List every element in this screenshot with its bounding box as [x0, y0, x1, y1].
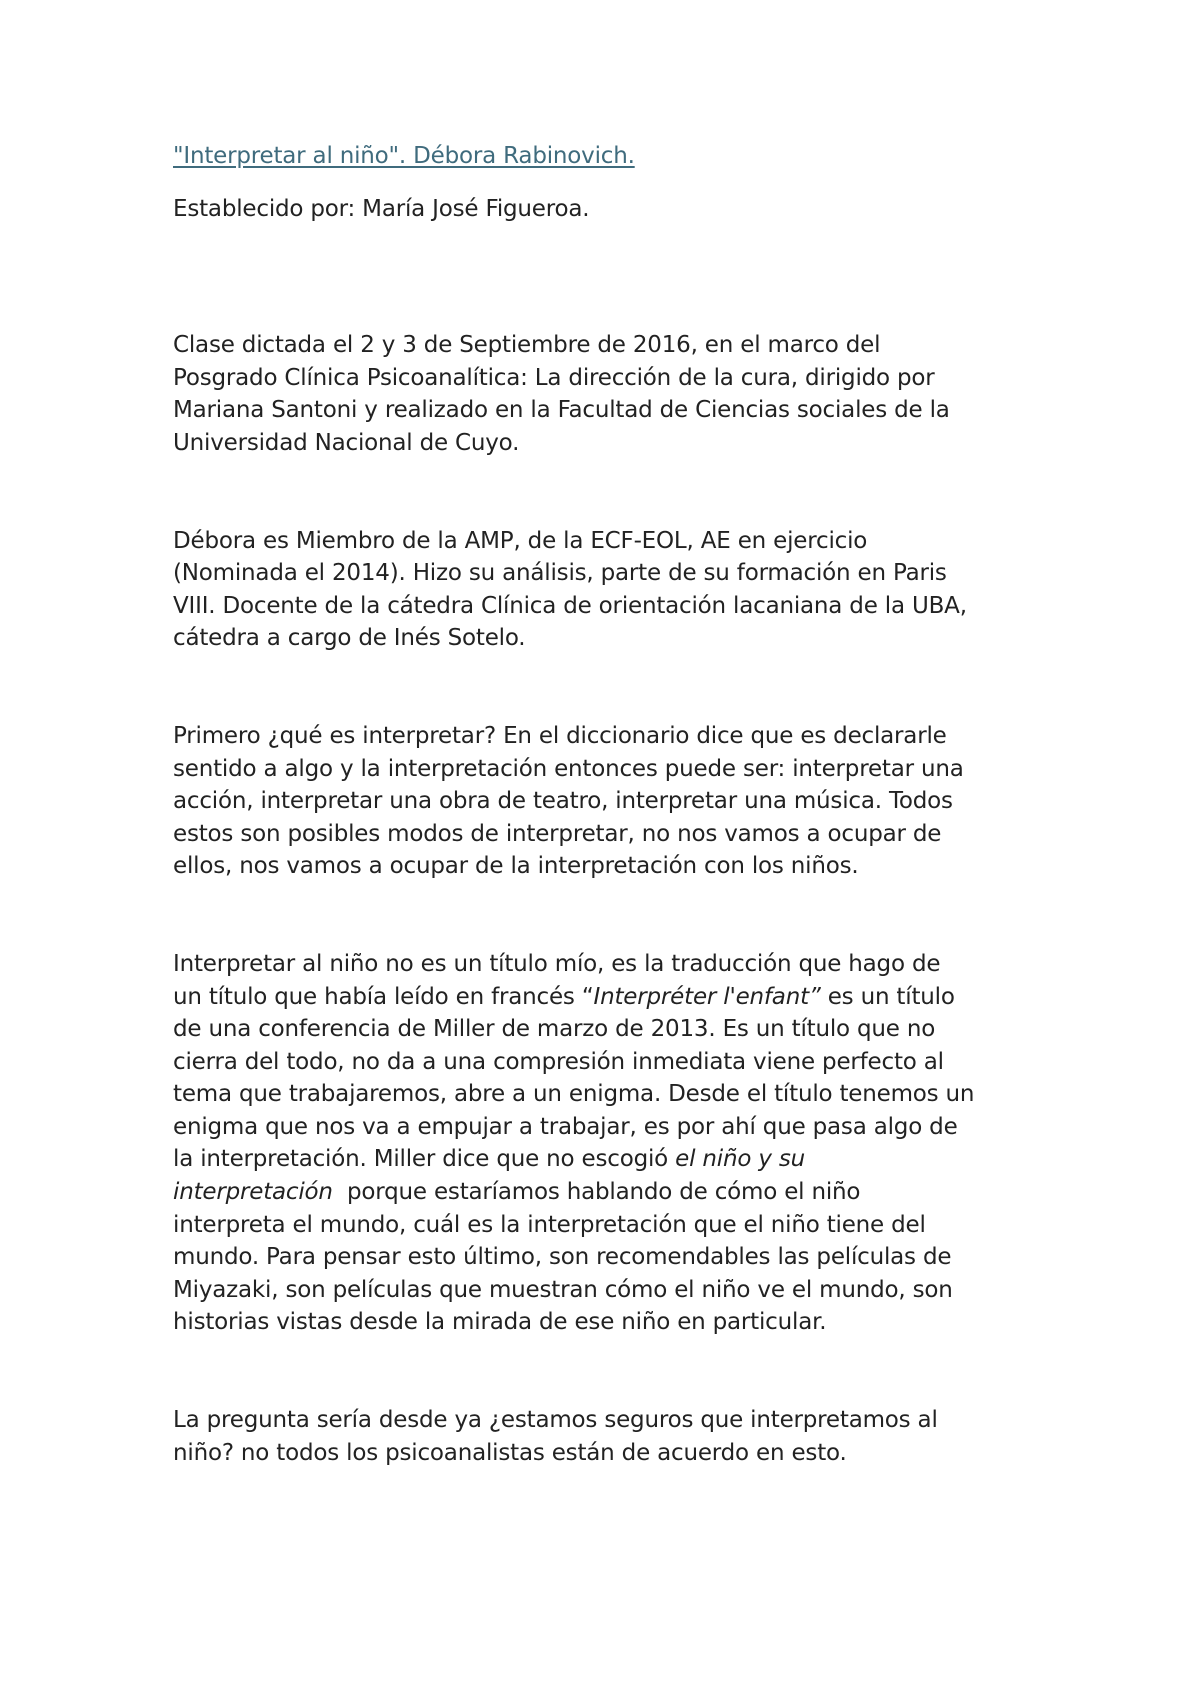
- paragraph-line: mundo. Para pensar esto último, son recomendables las películas de: [173, 1244, 952, 1271]
- paragraph-line: Universidad Nacional de Cuyo.: [173, 429, 520, 456]
- italic-phrase: interpretación: [173, 1179, 333, 1206]
- paragraph-line: tema que trabajaremos, abre a un enigma. Desde el título tenemos un: [173, 1081, 975, 1108]
- paragraph-5: [173, 1404, 1053, 1469]
- paragraph-line: enigma que nos va a empujar a trabajar, es por ahí que pasa algo de: [173, 1113, 958, 1140]
- paragraph-1: [173, 329, 1053, 459]
- paragraph-line: [173, 1176, 1053, 1209]
- paragraph-3: [173, 720, 1053, 883]
- paragraph-line: cierra del todo, no da a una compresión inmediata viene perfecto al: [173, 1048, 944, 1075]
- paragraph-line: Interpretar al niño no es un título mío, es la traducción que hago de: [173, 950, 941, 977]
- established-by: Establecido por: María José Figueroa.: [173, 195, 590, 222]
- document-content: [173, 140, 1053, 1469]
- paragraph-line: [173, 981, 1053, 1014]
- paragraph-4: [173, 948, 1053, 1339]
- paragraph-line: Primero ¿qué es interpretar? En el diccionario dice que es declararle: [173, 722, 947, 749]
- title-link[interactable]: "Interpretar al niño". Débora Rabinovich.: [173, 143, 635, 169]
- paragraph-line: interpreta el mundo, cuál es la interpretación que el niño tiene del: [173, 1211, 926, 1238]
- text-segment: porque estaríamos hablando de cómo el niño: [332, 1179, 861, 1206]
- italic-title: Interpréter l'enfant”: [593, 983, 821, 1010]
- italic-phrase: el niño y su: [675, 1146, 806, 1173]
- text-segment: la interpretación. Miller dice que no escogió: [173, 1146, 676, 1173]
- paragraph-line: (Nominada el 2014). Hizo su análisis, parte de su formación en Paris: [173, 560, 947, 587]
- paragraph-line: acción, interpretar una obra de teatro, interpretar una música. Todos: [173, 788, 953, 815]
- paragraph-2: [173, 525, 1053, 655]
- paragraph-line: sentido a algo y la interpretación entonces puede ser: interpretar una: [173, 755, 964, 782]
- paragraph-line: estos son posibles modos de interpretar, no nos vamos a ocupar de: [173, 820, 942, 847]
- paragraph-line: ellos, nos vamos a ocupar de la interpretación con los niños.: [173, 853, 859, 880]
- paragraph-line: cátedra a cargo de Inés Sotelo.: [173, 625, 526, 652]
- paragraph-line: Mariana Santoni y realizado en la Facultad de Ciencias sociales de la: [173, 397, 950, 424]
- paragraph-line: VIII. Docente de la cátedra Clínica de orientación lacaniana de la UBA,: [173, 592, 967, 619]
- text-segment: es un título: [820, 983, 955, 1010]
- paragraph-line: historias vistas desde la mirada de ese niño en particular.: [173, 1309, 827, 1336]
- paragraph-line: Posgrado Clínica Psicoanalítica: La dirección de la cura, dirigido por: [173, 364, 935, 391]
- paragraph-line: Miyazaki, son películas que muestran cómo el niño ve el mundo, son: [173, 1276, 953, 1303]
- paragraph-line: de una conferencia de Miller de marzo de 2013. Es un título que no: [173, 1016, 936, 1043]
- text-segment: un título que había leído en francés “: [173, 983, 594, 1010]
- paragraph-line: La pregunta sería desde ya ¿estamos seguros que interpretamos al: [173, 1407, 938, 1434]
- paragraph-line: [173, 1143, 1053, 1176]
- paragraph-line: niño? no todos los psicoanalistas están de acuerdo en esto.: [173, 1439, 847, 1466]
- paragraph-line: Débora es Miembro de la AMP, de la ECF-EOL, AE en ejercicio: [173, 527, 868, 554]
- paragraph-line: Clase dictada el 2 y 3 de Septiembre de 2016, en el marco del: [173, 332, 881, 359]
